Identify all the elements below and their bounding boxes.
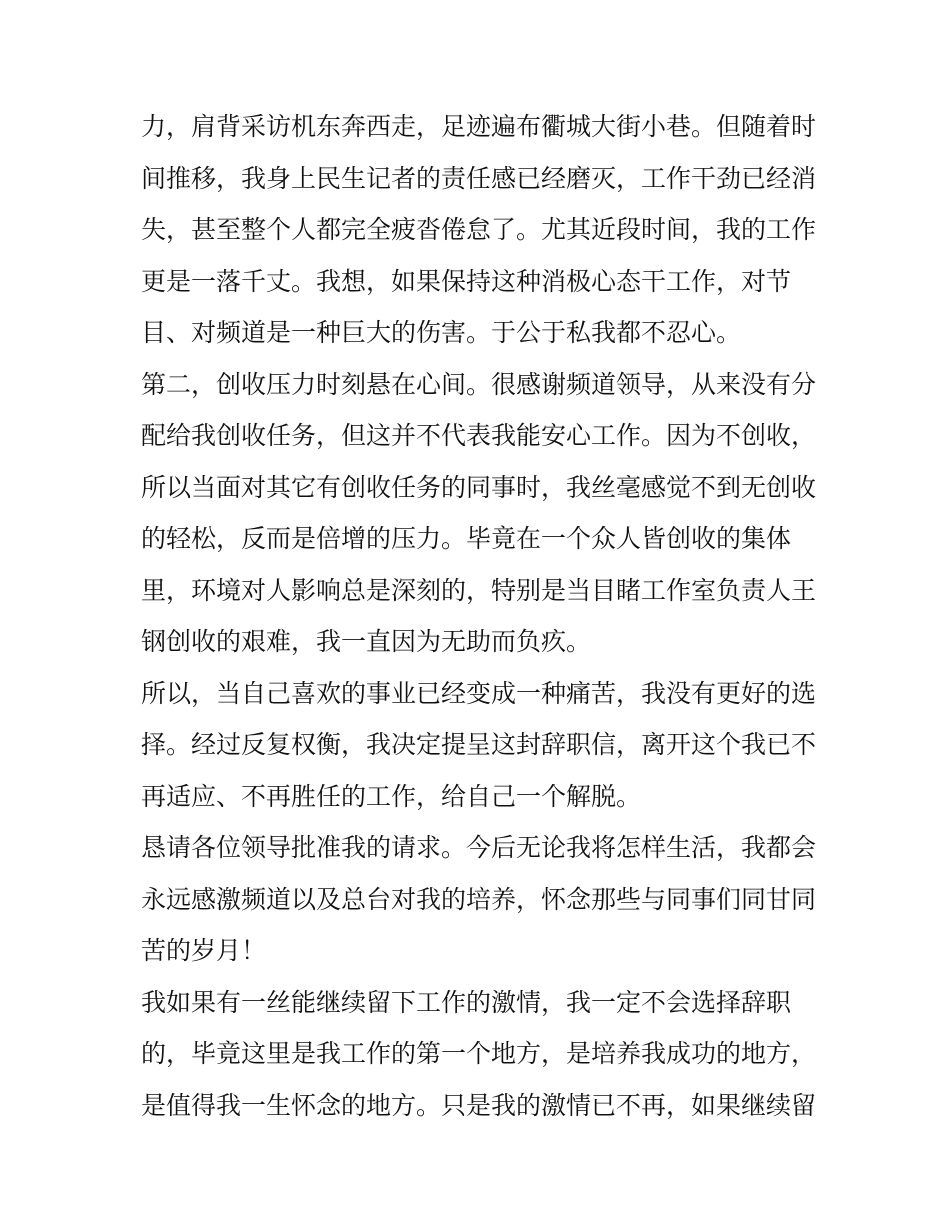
text-line: 我如果有一丝能继续留下工作的激情，我一定不会选择辞职: [141, 987, 792, 1017]
text-line: 的轻松，反而是倍增的压力。毕竟在一个众人皆创收的集体: [141, 524, 792, 553]
text-line: 是值得我一生怀念的地方。只是我的激情已不再，如果继续留: [141, 1090, 817, 1120]
paragraph-revenue-pressure: [141, 359, 821, 668]
text-line: 恳请各位领导批准我的请求。今后无论我将怎样生活，我都会: [141, 833, 817, 862]
text-line: 间推移，我身上民生记者的责任感已经磨灭，工作干劲已经消: [141, 163, 817, 193]
text-line: 所以当面对其它有创收任务的同事时，我丝毫感觉不到无创收: [141, 472, 817, 502]
text-line: 所以，当自己喜欢的事业已经变成一种痛苦，我没有更好的选: [141, 678, 817, 708]
text-line: 第二，创收压力时刻悬在心间。很感谢频道领导，从来没有分: [141, 369, 817, 399]
text-line: 目、对频道是一种巨大的伤害。于公于私我都不忍心。: [141, 318, 742, 347]
paragraph-decision: [141, 668, 821, 823]
text-line: 的，毕竟这里是我工作的第一个地方，是培养我成功的地方，: [141, 1039, 817, 1068]
text-line: 配给我创收任务，但这并不代表我能安心工作。因为不创收，: [141, 421, 817, 450]
text-line: 再适应、不再胜任的工作，给自己一个解脱。: [141, 781, 642, 811]
text-line: 更是一落千丈。我想，如果保持这种消极心态干工作，对节: [141, 266, 792, 296]
text-line: 里，环境对人影响总是深刻的，特别是当目睹工作室负责人王: [141, 575, 817, 605]
text-line: 择。经过反复权衡，我决定提呈这封辞职信，离开这个我已不: [141, 730, 817, 759]
text-line: 力，肩背采访机东奔西走，足迹遍布衢城大街小巷。但随着时: [141, 112, 817, 141]
text-line: 苦的岁月！: [141, 936, 267, 965]
document-body: [141, 101, 821, 1131]
text-line: 钢创收的艰难，我一直因为无助而负疚。: [141, 627, 592, 656]
paragraph-closing: [141, 977, 821, 1132]
text-line: 失，甚至整个人都完全疲沓倦怠了。尤其近段时间，我的工作: [141, 215, 817, 244]
paragraph-request: [141, 822, 821, 977]
text-line: 永远感激频道以及总台对我的培养，怀念那些与同事们同甘同: [141, 884, 817, 914]
paragraph-work-decline: [141, 101, 821, 359]
